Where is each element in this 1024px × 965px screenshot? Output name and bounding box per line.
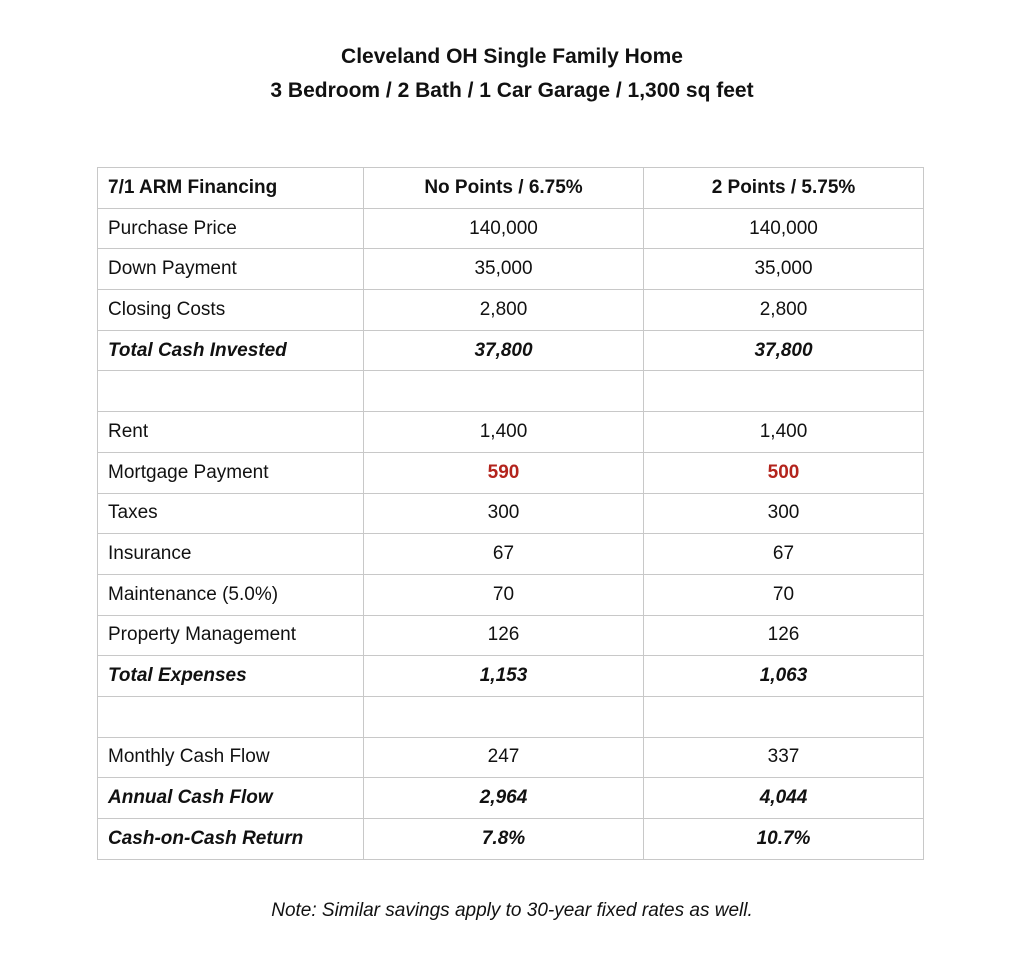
table-row-total	[98, 330, 924, 371]
cell-no-points: 7.8%	[364, 819, 644, 860]
row-label: Monthly Cash Flow	[98, 737, 364, 778]
financing-comparison-table	[97, 167, 924, 860]
table-row	[98, 534, 924, 575]
row-label: Cash-on-Cash Return	[98, 819, 364, 860]
table-row	[98, 452, 924, 493]
cell-no-points: 126	[364, 615, 644, 656]
cell-2-points: 10.7%	[644, 819, 924, 860]
cell-2-points: 67	[644, 534, 924, 575]
row-label: Insurance	[98, 534, 364, 575]
table-row	[98, 249, 924, 290]
cell-no-points: 247	[364, 737, 644, 778]
title-line-1: Cleveland OH Single Family Home	[341, 45, 683, 68]
cell-2-points: 1,063	[644, 656, 924, 697]
table-row	[98, 412, 924, 453]
table-row-total	[98, 656, 924, 697]
row-label: Total Cash Invested	[98, 330, 364, 371]
cell-no-points: 140,000	[364, 208, 644, 249]
cell-no-points: 37,800	[364, 330, 644, 371]
cell-no-points: 300	[364, 493, 644, 534]
cell-no-points: 590	[364, 452, 644, 493]
row-label: Closing Costs	[98, 290, 364, 331]
table-row	[98, 574, 924, 615]
row-label	[98, 371, 364, 412]
cell-no-points	[364, 371, 644, 412]
row-label: Property Management	[98, 615, 364, 656]
cell-no-points: 35,000	[364, 249, 644, 290]
cell-2-points: 337	[644, 737, 924, 778]
table-row-total	[98, 778, 924, 819]
title-line-2: 3 Bedroom / 2 Bath / 1 Car Garage / 1,300 sq feet	[270, 79, 754, 102]
cell-2-points: 140,000	[644, 208, 924, 249]
row-label: Purchase Price	[98, 208, 364, 249]
header-cell: No Points / 6.75%	[364, 168, 644, 209]
cell-2-points: 1,400	[644, 412, 924, 453]
cell-no-points: 1,400	[364, 412, 644, 453]
table-row	[98, 737, 924, 778]
cell-2-points: 4,044	[644, 778, 924, 819]
cell-2-points: 35,000	[644, 249, 924, 290]
table-row	[98, 615, 924, 656]
cell-2-points	[644, 696, 924, 737]
document-title	[0, 40, 1024, 108]
row-label: Annual Cash Flow	[98, 778, 364, 819]
row-label: Mortgage Payment	[98, 452, 364, 493]
cell-2-points	[644, 371, 924, 412]
cell-no-points: 2,964	[364, 778, 644, 819]
row-label: Total Expenses	[98, 656, 364, 697]
row-label: Rent	[98, 412, 364, 453]
header-cell: 2 Points / 5.75%	[644, 168, 924, 209]
cell-2-points: 500	[644, 452, 924, 493]
row-label: Taxes	[98, 493, 364, 534]
table-row	[98, 208, 924, 249]
header-cell: 7/1 ARM Financing	[98, 168, 364, 209]
table-row	[98, 493, 924, 534]
table-row-spacer	[98, 371, 924, 412]
row-label: Down Payment	[98, 249, 364, 290]
cell-2-points: 300	[644, 493, 924, 534]
cell-2-points: 126	[644, 615, 924, 656]
cell-2-points: 2,800	[644, 290, 924, 331]
table-row-total	[98, 819, 924, 860]
cell-no-points	[364, 696, 644, 737]
table-row	[98, 290, 924, 331]
table-header-row	[98, 168, 924, 209]
cell-2-points: 37,800	[644, 330, 924, 371]
cell-no-points: 2,800	[364, 290, 644, 331]
cell-no-points: 1,153	[364, 656, 644, 697]
cell-no-points: 67	[364, 534, 644, 575]
cell-2-points: 70	[644, 574, 924, 615]
row-label	[98, 696, 364, 737]
footnote: Note: Similar savings apply to 30-year fixed rates as well.	[271, 900, 753, 921]
row-label: Maintenance (5.0%)	[98, 574, 364, 615]
cell-no-points: 70	[364, 574, 644, 615]
table-row-spacer	[98, 696, 924, 737]
